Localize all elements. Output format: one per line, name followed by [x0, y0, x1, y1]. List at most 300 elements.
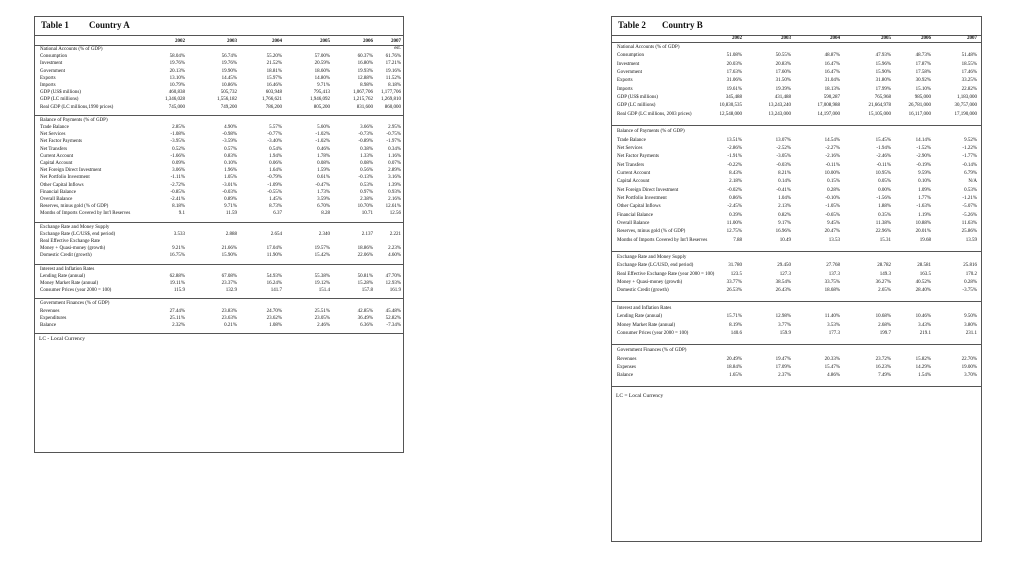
table-cell: 31.780	[728, 263, 742, 269]
table-cell: 159.9	[779, 330, 791, 336]
table-a-country: Country A	[89, 20, 130, 30]
table-cell: 1,067,706	[353, 90, 373, 96]
row-label: Real Effective Exchange Rate	[40, 239, 101, 244]
table-cell: 16.80%	[357, 61, 373, 67]
table-cell: 765,968	[874, 95, 891, 101]
table-row	[612, 103, 981, 109]
table-cell: -1.56%	[876, 195, 891, 201]
table-cell: 48.87%	[824, 53, 840, 59]
table-cell: 40.52%	[915, 280, 931, 286]
table-a-number: Table 1	[41, 20, 69, 30]
table-row	[35, 253, 403, 259]
table-row	[612, 78, 981, 84]
table-cell: 19.39%	[775, 86, 791, 92]
table-cell: 10.86%	[221, 83, 237, 88]
table-cell: 6.70%	[317, 204, 330, 210]
table-cell: -1.02%	[315, 139, 330, 145]
footnote: LC = Local Currency	[616, 392, 664, 399]
table-row	[35, 197, 403, 203]
table-cell: 18.55%	[961, 61, 977, 67]
row-label: Real GDP (LC millions, 2003 prices)	[617, 111, 692, 117]
table-cell: 161.9	[389, 288, 401, 294]
table-row	[35, 161, 403, 167]
section-title-label: Government Finances (% of GDP)	[40, 301, 110, 307]
row-label: Months of Imports Covered by Int'l Reserves	[617, 237, 708, 243]
table-row	[612, 213, 981, 219]
table-cell: 14.45%	[221, 75, 237, 81]
table-cell: 1.09%	[918, 187, 931, 193]
row-label: Other Capital Inflows	[617, 204, 661, 210]
table-cell: 2.37%	[778, 373, 791, 379]
row-label: Revenues	[40, 308, 60, 314]
table-cell: 1,269,810	[381, 97, 401, 103]
row-label: Net Transfers	[617, 162, 645, 168]
table-cell: 8.98%	[360, 83, 373, 88]
table-cell: 23.05%	[314, 315, 330, 321]
table-cell: 8.18%	[388, 83, 401, 88]
table-cell: 10.79%	[169, 83, 185, 88]
table-cell: 51.08%	[726, 53, 742, 59]
table-cell: 17.04%	[266, 246, 282, 252]
row-label: Revenues	[617, 356, 637, 362]
table-cell: 14.29%	[915, 364, 931, 370]
table-cell: 16.47%	[824, 61, 840, 67]
section-title-label: Interest and Inflation Rates	[40, 266, 95, 272]
table-cell: 7.49%	[878, 373, 891, 379]
section-title	[612, 306, 981, 312]
table-cell: 54.93%	[266, 273, 282, 279]
section-title-label: Government Finances (% of GDP)	[617, 348, 687, 354]
table-cell: -0.55%	[267, 189, 282, 195]
table-cell: 28.40%	[915, 288, 931, 294]
table-cell: 26.43%	[775, 288, 791, 294]
table-cell: 47.93%	[875, 53, 891, 59]
table-cell: 18.81%	[266, 68, 282, 74]
table-cell: 0.06%	[269, 161, 282, 166]
table-cell: 9.50%	[964, 314, 977, 320]
table-cell: 2.38%	[360, 197, 373, 202]
table-cell: 4.60%	[388, 253, 401, 259]
table-cell: 1,766,621	[262, 97, 282, 103]
table-cell: 19.12%	[314, 281, 330, 286]
table-cell: 0.46%	[317, 146, 330, 152]
table-cell: 149.3	[879, 271, 891, 277]
year-2006: 2006	[363, 39, 373, 44]
table-cell: 15.96%	[875, 61, 891, 67]
table-cell: 137.3	[828, 271, 840, 277]
table-cell: 749,200	[220, 104, 237, 110]
table-cell: -3.05%	[776, 154, 791, 160]
table-cell: -2.72%	[170, 182, 185, 188]
row-label: Exports	[617, 78, 633, 84]
table-row	[612, 138, 981, 144]
table-cell: 115.9	[173, 288, 185, 294]
row-label: Exchange Rate (LC/USD, end period)	[617, 263, 694, 269]
table-row	[35, 69, 403, 75]
row-label: Net Foreign Direct Investment	[40, 168, 102, 174]
section-title-label: Exchange Rate and Money Supply	[40, 224, 110, 230]
table-cell: 0.10%	[918, 179, 931, 185]
table-cell: 13.51%	[726, 137, 742, 143]
year-2005: 2005	[881, 36, 891, 41]
table-cell: 16.24%	[266, 281, 282, 286]
table-cell: -0.03%	[222, 189, 237, 195]
table-cell: -0.77%	[267, 132, 282, 138]
table-cell: 31.06%	[726, 78, 742, 84]
table-cell: -0.85%	[170, 189, 185, 195]
table-cell: 2.85%	[172, 125, 185, 130]
table-cell: 20.01%	[915, 229, 931, 235]
table-cell: 33.77%	[726, 280, 742, 286]
table-cell: 28.581	[917, 263, 931, 269]
table-cell: 51.48%	[961, 53, 977, 59]
row-label: Lending Rate (annual)	[617, 314, 662, 320]
table-cell: 26.53%	[726, 288, 742, 294]
table-cell: 0.38%	[360, 146, 373, 152]
table-cell: 10.68%	[875, 314, 891, 320]
table-row	[612, 196, 981, 202]
table-cell: -0.98%	[222, 132, 237, 138]
table-cell: 28.782	[877, 263, 891, 269]
table-row	[35, 316, 403, 322]
table-cell: 57.00%	[314, 54, 330, 60]
table-cell: -0.10%	[825, 195, 840, 201]
table-cell: 22.82%	[961, 86, 977, 92]
row-label: Consumer Prices (year 2000 = 100)	[40, 288, 112, 294]
table-cell: 45.48%	[385, 308, 401, 314]
table-cell: 17.87%	[915, 61, 931, 67]
row-label: Financial Balance	[40, 189, 76, 195]
table-cell: 3.70%	[964, 373, 977, 379]
table-cell: 20.13%	[169, 68, 185, 74]
table-cell: 1.54%	[918, 373, 931, 379]
table-cell: 55.20%	[266, 54, 282, 60]
table-row	[35, 154, 403, 160]
table-cell: 1.19%	[918, 212, 931, 218]
table-cell: 22.06%	[357, 253, 373, 259]
row-label: Trade Balance	[617, 137, 646, 143]
table-cell: 231.1	[965, 330, 977, 336]
table-cell: -7.34%	[386, 323, 401, 328]
table-cell: -1.63%	[916, 204, 931, 210]
table-cell: N/A	[968, 179, 977, 185]
table-cell: 17,190,000	[954, 111, 977, 117]
row-label: Reserves, minus gold (% of GDP)	[617, 229, 686, 235]
table-cell: 0.89%	[224, 197, 237, 202]
table-cell: 2.13%	[778, 204, 791, 210]
table-cell: 151.4	[318, 288, 330, 294]
table-row	[612, 204, 981, 210]
table-row	[35, 97, 403, 103]
table-cell: 9.52%	[964, 137, 977, 143]
table-cell: 345,488	[725, 95, 742, 101]
table-cell: 18.13%	[824, 86, 840, 92]
table-cell: -1.21%	[962, 195, 977, 201]
table-cell: 38.54%	[775, 280, 791, 286]
table-cell: -0.89%	[358, 139, 373, 145]
table-cell: 2.95%	[388, 125, 401, 130]
year-estimate-note: est.	[394, 46, 401, 51]
table-row	[612, 87, 981, 93]
table-cell: 61.76%	[385, 54, 401, 60]
year-2003: 2003	[781, 36, 791, 41]
table-cell: 140.6	[730, 330, 742, 336]
table-cell: 20.49%	[726, 356, 742, 362]
table-cell: -0.79%	[267, 175, 282, 181]
table-cell: 11.40%	[824, 314, 840, 320]
row-label: Exchange Rate (LC/US$, end period)	[40, 231, 116, 237]
table-row	[612, 373, 981, 379]
table-cell: 15.42%	[314, 253, 330, 259]
row-label: Overall Balance	[40, 197, 73, 202]
table-cell: -2.52%	[776, 145, 791, 151]
table-cell: 17.58%	[915, 70, 931, 76]
table-cell: -0.02%	[727, 187, 742, 193]
table-cell: 0.39%	[729, 212, 742, 218]
table-row	[35, 190, 403, 196]
table-row	[612, 154, 981, 160]
row-label: Exports	[40, 75, 56, 81]
table-cell: 2.654	[270, 231, 282, 237]
table-cell: 2.340	[318, 231, 330, 237]
table-cell: 9.71%	[224, 204, 237, 210]
table-cell: 42.85%	[357, 308, 373, 314]
table-cell: 17.99%	[875, 86, 891, 92]
table-row	[612, 288, 981, 294]
table-row	[612, 95, 981, 101]
table-cell: 2.221	[389, 231, 401, 237]
table-cell: 4.86%	[827, 373, 840, 379]
row-label: Money Market Rate (annual)	[40, 281, 99, 286]
table-cell: 13,243,000	[768, 111, 791, 117]
table-cell: 3.43%	[918, 322, 931, 328]
table-cell: 6.79%	[964, 170, 977, 176]
table-row	[612, 171, 981, 177]
table-cell: 20.83%	[775, 61, 791, 67]
table-row	[35, 183, 403, 189]
table-cell: 10,830,535	[719, 103, 742, 109]
table-row	[612, 70, 981, 76]
table-cell: 58.04%	[169, 54, 185, 60]
row-label: Lending Rate (annual)	[40, 273, 85, 279]
table-b-country: Country B	[662, 20, 703, 30]
table-cell: 4.90%	[224, 125, 237, 130]
section-title	[612, 129, 981, 135]
table-row	[35, 211, 403, 217]
table-cell: 10.95%	[875, 170, 891, 176]
row-label: Government	[40, 68, 65, 74]
table-cell: 8.18%	[172, 204, 185, 210]
table-cell: 0.34%	[388, 146, 401, 152]
table-cell: -1.11%	[170, 175, 185, 181]
table-cell: 0.14%	[778, 179, 791, 185]
year-2005: 2005	[320, 39, 330, 44]
table-cell: 1.65%	[729, 373, 742, 379]
table-cell: 0.10%	[224, 161, 237, 166]
year-2002: 2002	[175, 39, 185, 44]
row-label: Overall Balance	[617, 221, 650, 226]
table-cell: 23.63%	[221, 315, 237, 321]
table-row	[612, 365, 981, 371]
row-label: Net Portfolio Investment	[40, 175, 90, 181]
table-cell: 0.53%	[360, 182, 373, 188]
table-cell: 786,200	[265, 104, 282, 110]
table-cell: 0.28%	[964, 280, 977, 286]
table-cell: 25.51%	[314, 308, 330, 314]
table-cell: 2.23%	[388, 246, 401, 252]
table-cell: 19.76%	[221, 61, 237, 67]
section-title	[35, 267, 403, 273]
table-cell: 0.35%	[878, 212, 891, 218]
table-cell: 3.533	[173, 231, 185, 237]
row-label: Expenditures	[40, 315, 67, 321]
table-row	[612, 179, 981, 185]
table-cell: 0.53%	[964, 187, 977, 193]
table-cell: 67.08%	[221, 273, 237, 279]
table-cell: 33.25%	[961, 78, 977, 84]
table-cell: 30.92%	[915, 78, 931, 84]
table-cell: 6.36%	[360, 323, 373, 328]
table-cell: 3.66%	[360, 125, 373, 130]
year-2007: 2007	[967, 36, 977, 41]
table-cell: 199.7	[879, 330, 891, 336]
table-cell: -5.26%	[962, 212, 977, 218]
table-cell: 14.54%	[824, 137, 840, 143]
table-cell: -3.01%	[222, 182, 237, 188]
row-label: Imports	[617, 86, 633, 92]
table-cell: 0.00%	[878, 187, 891, 193]
table-cell: 132.9	[225, 288, 237, 294]
row-label: Investment	[40, 61, 63, 67]
table-cell: 1,346,028	[165, 97, 185, 103]
row-label: Consumption	[617, 53, 644, 59]
table-cell: 10.00%	[824, 170, 840, 176]
table-cell: 15.90%	[875, 70, 891, 76]
table-cell: 0.15%	[827, 179, 840, 185]
table-cell: 0.07%	[388, 161, 401, 166]
table-cell: 26,781,000	[908, 103, 931, 109]
section-title	[35, 47, 403, 53]
row-label: Domestic Credit (growth)	[617, 288, 669, 294]
table-cell: 1.78%	[317, 153, 330, 159]
table-cell: 1.77%	[918, 195, 931, 201]
table-cell: 50.55%	[775, 53, 791, 59]
row-label: GDP (US$ millions)	[40, 90, 81, 96]
table-row	[612, 112, 981, 118]
table-cell: 460,838	[168, 90, 185, 96]
table-cell: 0.52%	[172, 146, 185, 152]
table-cell: 0.97%	[360, 189, 373, 195]
table-cell: 17.09%	[775, 364, 791, 370]
table-row	[612, 146, 981, 152]
table-cell: 55.38%	[314, 273, 330, 279]
table-cell: 36.49%	[357, 315, 373, 321]
table-row	[612, 62, 981, 68]
table-cell: 18.68%	[824, 288, 840, 294]
table-cell: 505,732	[220, 90, 237, 96]
table-cell: 16.96%	[775, 229, 791, 235]
table-cell: 17.21%	[385, 61, 401, 67]
table-cell: 15.82%	[915, 356, 931, 362]
table-cell: 29.450	[777, 263, 791, 269]
table-cell: 3.77%	[778, 322, 791, 328]
table-cell: 23.37%	[221, 281, 237, 286]
table-cell: 0.61%	[317, 175, 330, 181]
table-cell: 20.33%	[824, 356, 840, 362]
section-title	[612, 45, 981, 51]
table-cell: 1.73%	[317, 189, 330, 195]
table-cell: 2.888	[225, 231, 237, 237]
row-label: GDP (US$ millions)	[617, 95, 658, 101]
section-title	[612, 348, 981, 354]
table-cell: 831,600	[356, 104, 373, 110]
table-row	[35, 61, 403, 67]
table-cell: 12.88%	[357, 75, 373, 81]
section-title-label: Balance of Payments (% of GDP)	[40, 117, 108, 123]
table-cell: 3.16%	[388, 175, 401, 181]
table-row	[35, 76, 403, 82]
section-title-label: Balance of Payments (% of GDP)	[617, 129, 685, 135]
table-cell: 56.74%	[221, 54, 237, 60]
table-cell: 10.71	[361, 211, 373, 217]
table-cell: 27.768	[826, 263, 840, 269]
table-cell: 11.90%	[266, 253, 282, 259]
table-cell: 31.80%	[875, 78, 891, 84]
table-cell: 170.2	[965, 271, 977, 277]
table-cell: 123.5	[730, 271, 742, 277]
table-row	[35, 239, 403, 245]
table-row	[35, 309, 403, 315]
table-row	[35, 232, 403, 238]
table-cell: 13.59	[965, 237, 977, 243]
table-cell: 0.08%	[317, 161, 330, 166]
row-label: Domestic Credit (growth)	[40, 253, 92, 259]
table-row	[35, 246, 403, 252]
table-cell: 31.50%	[775, 78, 791, 84]
table-row	[612, 229, 981, 235]
row-label: Current Account	[40, 153, 74, 159]
table-cell: 20.59%	[314, 61, 330, 67]
table-cell: 2.137	[361, 231, 373, 237]
table-cell: 19.90%	[221, 68, 237, 74]
table-cell: 19.57%	[314, 246, 330, 252]
table-cell: 0.86%	[729, 195, 742, 201]
table-cell: -1.09%	[267, 182, 282, 188]
table-cell: 0.56%	[360, 168, 373, 174]
table-cell: 8.21%	[778, 170, 791, 176]
table-cell: -2.27%	[825, 145, 840, 151]
section-title	[35, 301, 403, 307]
table-cell: -0.11%	[825, 162, 840, 168]
table-cell: 19.61%	[726, 86, 742, 92]
section-title	[35, 225, 403, 231]
table-cell: 603,948	[265, 90, 282, 96]
table-cell: 13,243,240	[768, 103, 791, 109]
table-cell: 3.06%	[172, 168, 185, 174]
table-cell: -0.13%	[358, 175, 373, 181]
table-cell: 3.53%	[827, 322, 840, 328]
table-cell: 1.94%	[269, 153, 282, 159]
table-cell: 60.37%	[357, 54, 373, 60]
table-cell: 0.54%	[269, 146, 282, 152]
section-divider	[612, 344, 981, 345]
table-cell: 10.70%	[357, 204, 373, 210]
table-row	[612, 263, 981, 269]
table-cell: -1.52%	[916, 145, 931, 151]
table-cell: -0.47%	[315, 182, 330, 188]
table-cell: -1.77%	[962, 154, 977, 160]
table-cell: 20.47%	[824, 229, 840, 235]
